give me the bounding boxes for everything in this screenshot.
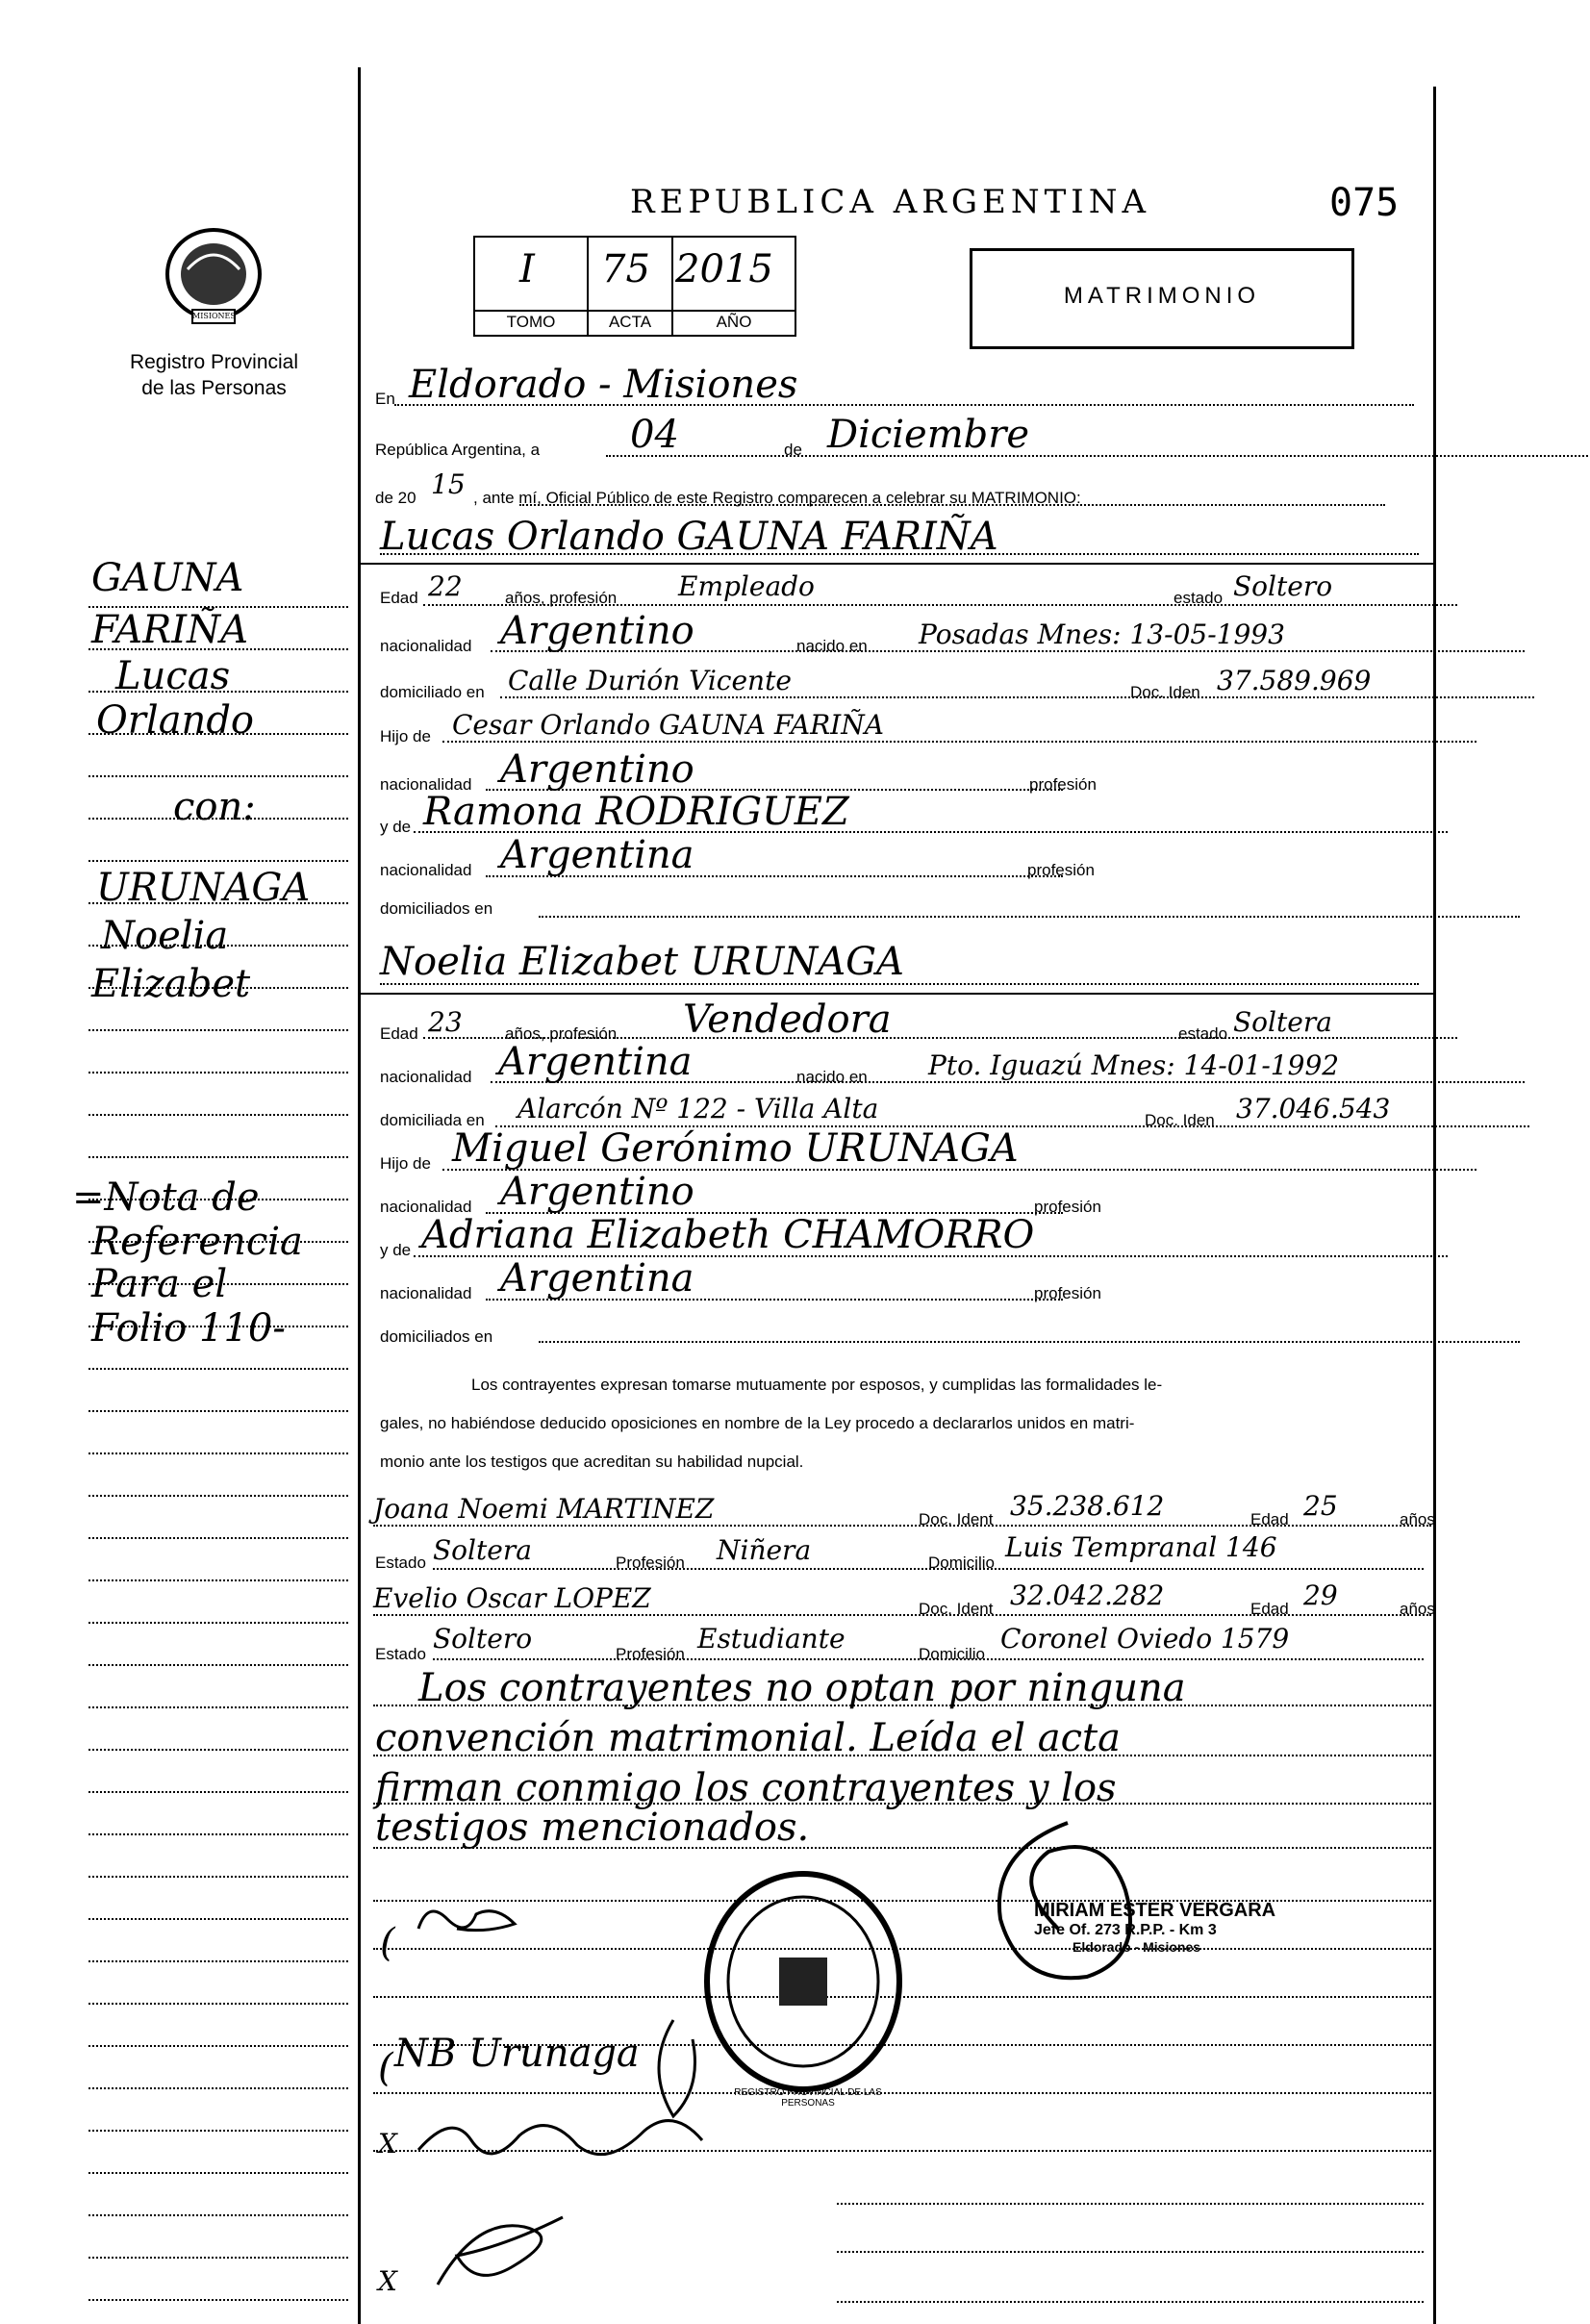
bride-father-label: Hijo de	[380, 1154, 431, 1173]
bride-father: Miguel Gerónimo URUNAGA	[452, 1126, 1019, 1171]
bride-doc: 37.046.543	[1236, 1093, 1391, 1124]
country-heading: REPUBLICA ARGENTINA	[630, 183, 1151, 221]
margin-dotted-line	[88, 1072, 348, 1074]
statement-line-1: Los contrayentes expresan tomarse mutuamente por esposos, y cumplidas las formalidades le-	[471, 1376, 1163, 1394]
official-stamp	[1034, 1900, 1323, 1955]
registry-name-line1: Registro Provincial	[129, 351, 299, 373]
margin-dotted-line	[88, 2172, 348, 2174]
main-dotted-line	[837, 2251, 1424, 2253]
witness2-anos: años	[1400, 1600, 1435, 1618]
margin-dotted-line	[88, 775, 348, 777]
witness2-edad: 29	[1303, 1579, 1338, 1611]
margin-dotted-line	[88, 860, 348, 862]
groom-father-prof-label: profesión	[1029, 775, 1097, 794]
bride-prof-label: años, profesión	[505, 1024, 618, 1043]
groom-name: Lucas Orlando GAUNA FARIÑA	[380, 515, 998, 559]
date-text: , ante mí, Oficial Público de este Registro comparecen a celebrar su MATRIMONIO:	[473, 489, 1081, 507]
date-mid: de	[784, 441, 802, 459]
witness2-doc: 32.042.282	[1010, 1579, 1165, 1611]
bride-father-nac: Argentino	[500, 1170, 694, 1214]
margin-ref-2: Referencia	[91, 1220, 303, 1264]
bride-nacido: Pto. Iguazú Mnes: 14-01-1992	[928, 1049, 1340, 1081]
round-registry-seal	[697, 1866, 909, 2097]
statement-line-3: monio ante los testigos que acreditan su habilidad nupcial.	[380, 1452, 804, 1471]
anio-label: AÑO	[716, 313, 752, 331]
witness1-doc: 35.238.612	[1010, 1490, 1165, 1522]
sig-mark-3: X	[378, 2128, 397, 2160]
groom-nacido-label: nacido en	[796, 637, 868, 655]
main-dotted-line	[539, 916, 1520, 918]
witness2-prof-label: Profesión	[616, 1645, 685, 1663]
groom-doc-label: Doc. Iden	[1130, 683, 1200, 701]
witness2-doc-label: Doc. Ident	[919, 1600, 994, 1618]
tomo-value: I	[519, 247, 535, 291]
signature-3-text: NB Urunaga	[394, 2032, 640, 2076]
margin-dotted-line	[88, 1537, 348, 1539]
witness2-name: Evelio Oscar LOPEZ	[373, 1582, 651, 1614]
groom-dom-label: domiciliado en	[380, 683, 485, 701]
sig-mark-2: (	[378, 2046, 393, 2090]
groom-nacionalidad: Argentino	[500, 609, 694, 653]
bride-father-nac-label: nacionalidad	[380, 1198, 472, 1216]
groom-prof-label: años, profesión	[505, 589, 618, 607]
round-seal-text: REGISTRO PROVINCIAL DE LAS PERSONAS	[734, 2087, 882, 2109]
main-dotted-line	[442, 741, 1476, 743]
folio-number: 075	[1329, 181, 1400, 225]
main-dotted-line	[837, 2203, 1424, 2205]
registry-name-line2: de las Personas	[141, 377, 287, 399]
witness1-profesion: Niñera	[717, 1534, 812, 1566]
seal-icon	[697, 1866, 909, 2097]
bride-profesion: Vendedora	[683, 998, 892, 1042]
margin-dotted-line	[88, 1622, 348, 1624]
margin-dotted-line	[88, 1114, 348, 1116]
witness1-edad: 25	[1303, 1490, 1338, 1522]
bride-nacionalidad: Argentina	[498, 1040, 693, 1084]
margin-dotted-line	[88, 1452, 348, 1454]
margin-ref-1: =Nota de	[72, 1175, 260, 1220]
main-dotted-line	[500, 696, 1534, 698]
bride-estado-label: estado	[1178, 1024, 1228, 1043]
stamp-title: Jefe Of. 273 R.P.P. - Km 3	[1034, 1922, 1217, 1938]
witness2-dom-label: Domicilio	[919, 1645, 985, 1663]
witness1-prof-label: Profesión	[616, 1554, 685, 1572]
bride-name: Noelia Elizabet URUNAGA	[380, 940, 904, 984]
date-year-prefix: de 20	[375, 489, 416, 507]
bride-estado: Soltera	[1233, 1006, 1332, 1038]
margin-dotted-line	[88, 1960, 348, 1962]
witness1-estado: Soltera	[433, 1534, 532, 1566]
margin-dotted-line	[88, 1664, 348, 1666]
witness2-estado-label: Estado	[375, 1645, 426, 1663]
witness1-estado-label: Estado	[375, 1554, 426, 1572]
groom-profesion: Empleado	[678, 570, 815, 602]
bride-nacido-label: nacido en	[796, 1068, 868, 1086]
margin-dotted-line	[88, 1410, 348, 1412]
groom-edad: 22	[428, 570, 463, 602]
statement-line-2: gales, no habiéndose deducido oposiciones en nombre de la Ley procedo a declararlos unidos en matri-	[380, 1414, 1135, 1432]
margin-dotted-line	[88, 1156, 348, 1158]
bride-mother-label: y de	[380, 1241, 412, 1259]
groom-father: Cesar Orlando GAUNA FARIÑA	[452, 709, 884, 741]
acta-label: ACTA	[608, 313, 652, 331]
signature-4	[414, 2102, 721, 2179]
groom-nacido: Posadas Mnes: 13-05-1993	[919, 619, 1285, 650]
witness1-doc-label: Doc. Ident	[919, 1510, 994, 1528]
groom-estado: Soltero	[1233, 570, 1333, 602]
seal-ribbon-text: MISIONES	[192, 312, 236, 320]
margin-divider	[358, 67, 361, 2324]
sig-mark-4: X	[378, 2265, 397, 2297]
margin-dotted-line	[88, 1368, 348, 1370]
signature-1	[409, 1890, 534, 1948]
tomo-label: TOMO	[506, 313, 556, 331]
bride-doms-label: domiciliados en	[380, 1327, 493, 1346]
groom-father-nac: Argentino	[500, 747, 694, 792]
margin-dotted-line	[88, 2087, 348, 2089]
margin-dotted-line	[88, 2003, 348, 2005]
box-label-rule	[473, 310, 796, 312]
witness2-profesion: Estudiante	[697, 1623, 845, 1655]
bride-dom-label: domiciliada en	[380, 1111, 485, 1129]
date-year: 15	[431, 468, 466, 500]
date-month: Diciembre	[827, 413, 1030, 457]
bride-mother: Adriana Elizabeth CHAMORRO	[421, 1213, 1035, 1257]
stamp-location: Eldorado - Misiones	[1073, 1939, 1201, 1955]
act-type-label: MATRIMONIO	[1063, 283, 1261, 309]
margin-dotted-line	[88, 1833, 348, 1835]
place-prefix: En	[375, 390, 395, 408]
margin-dotted-line	[88, 2257, 348, 2259]
main-dotted-line	[539, 1341, 1520, 1343]
margin-bride-2: Noelia	[101, 914, 229, 958]
date-prefix: República Argentina, a	[375, 441, 541, 459]
bride-domicilio: Alarcón Nº 122 - Villa Alta	[517, 1093, 879, 1124]
closing-line-1: Los contrayentes no optan por ninguna	[418, 1666, 1186, 1710]
witness1-name: Joana Noemi MARTINEZ	[373, 1493, 715, 1525]
margin-ref-4: Folio 110-	[91, 1306, 286, 1351]
witness2-domicilio: Coronel Oviedo 1579	[1000, 1623, 1290, 1655]
margin-dotted-line	[88, 2130, 348, 2132]
margin-dotted-line	[88, 1791, 348, 1793]
groom-mother-nac-label: nacionalidad	[380, 861, 472, 879]
stamp-name: MIRIAM ESTER VERGARA	[1034, 1900, 1276, 1921]
groom-estado-label: estado	[1174, 589, 1224, 607]
main-dotted-line	[606, 455, 1590, 457]
witness2-edad-label: Edad	[1250, 1600, 1289, 1618]
closing-line-4: testigos mencionados.	[375, 1806, 810, 1850]
acta-value: 75	[601, 247, 650, 291]
groom-father-label: Hijo de	[380, 727, 431, 745]
witness1-edad-label: Edad	[1250, 1510, 1289, 1528]
groom-father-nac-label: nacionalidad	[380, 775, 472, 794]
margin-dotted-line	[88, 1876, 348, 1878]
margin-groom-3: Lucas	[115, 654, 231, 698]
groom-mother-nac: Argentina	[500, 833, 694, 877]
margin-dotted-line	[88, 2214, 348, 2216]
anio-value: 2015	[675, 247, 773, 291]
margin-dotted-line	[88, 2299, 348, 2301]
place-value: Eldorado - Misiones	[409, 363, 798, 407]
margin-dotted-line	[88, 1706, 348, 1708]
margin-dotted-line	[88, 1029, 348, 1031]
margin-dotted-line	[88, 2045, 348, 2047]
margin-dotted-line	[88, 1579, 348, 1581]
margin-groom-2: FARIÑA	[91, 608, 248, 652]
groom-mother-label: y de	[380, 818, 412, 836]
groom-mother: Ramona RODRIGUEZ	[423, 790, 849, 834]
witness1-dom-label: Domicilio	[928, 1554, 995, 1572]
bride-section-rule	[361, 993, 1433, 995]
margin-bride-3: Elizabet	[91, 962, 251, 1006]
sig-mark-1: (	[380, 1921, 395, 1965]
bride-mother-prof-label: profesión	[1034, 1284, 1101, 1302]
groom-doc: 37.589.969	[1217, 665, 1372, 696]
bride-edad-label: Edad	[380, 1024, 418, 1043]
margin-con: con:	[173, 785, 256, 829]
groom-doms-label: domiciliados en	[380, 899, 493, 918]
margin-groom-1: GAUNA	[91, 556, 244, 600]
margin-dotted-line	[88, 1495, 348, 1497]
groom-section-rule	[361, 563, 1433, 565]
closing-line-3: firman conmigo los contrayentes y los	[375, 1766, 1117, 1810]
date-day: 04	[630, 413, 679, 457]
margin-bride-1: URUNAGA	[96, 866, 311, 910]
registry-seal-logo	[159, 221, 269, 332]
witness2-estado: Soltero	[433, 1623, 533, 1655]
main-dotted-line	[837, 2301, 1424, 2303]
margin-dotted-line	[88, 1749, 348, 1751]
groom-domicilio: Calle Durión Vicente	[508, 665, 792, 696]
margin-dotted-line	[88, 1918, 348, 1920]
bride-father-prof-label: profesión	[1034, 1198, 1101, 1216]
groom-nac-label: nacionalidad	[380, 637, 472, 655]
bride-doc-label: Doc. Iden	[1145, 1111, 1215, 1129]
groom-edad-label: Edad	[380, 589, 418, 607]
margin-ref-3: Para el	[91, 1262, 228, 1306]
closing-line-2: convención matrimonial. Leída el acta	[375, 1716, 1121, 1760]
right-border	[1433, 87, 1436, 2324]
signature-5	[418, 2198, 592, 2304]
margin-groom-4: Orlando	[96, 698, 255, 743]
bride-mother-nac-label: nacionalidad	[380, 1284, 472, 1302]
witness1-domicilio: Luis Tempranal 146	[1005, 1531, 1277, 1563]
bride-edad: 23	[428, 1006, 463, 1038]
groom-mother-prof-label: profesión	[1027, 861, 1095, 879]
bride-mother-nac: Argentina	[500, 1256, 694, 1301]
bride-nac-label: nacionalidad	[380, 1068, 472, 1086]
witness1-anos: años	[1400, 1510, 1435, 1528]
